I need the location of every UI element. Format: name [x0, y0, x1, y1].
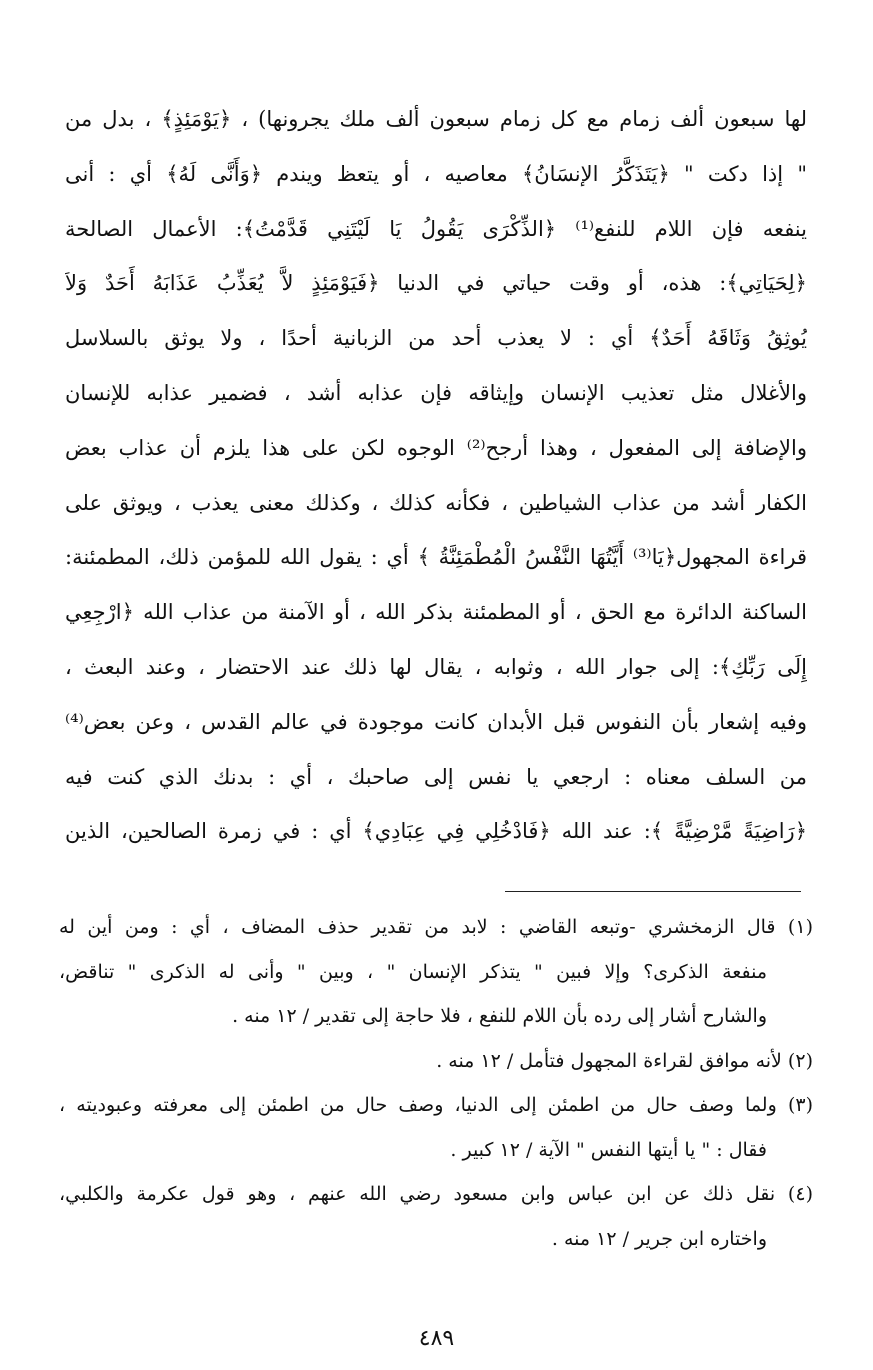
footnote-line: (٤) نقل ذلك عن ابن عباس وابن مسعود رضي الله عنهم ، وهو قول عكرمة والكلبي،: [59, 1183, 813, 1205]
text-line: ينفعه فإن اللام للنفع⁽¹⁾ ﴿الذِّكْرَى يَقُولُ يَا لَيْتَنِي قَدَّمْتُ﴾: الأعمال الصالحة: [65, 216, 807, 241]
text-line: إِلَى رَبِّكِ﴾: إلى جوار الله ، وثوابه ، يقال لها ذلك عند الاحتضار ، وعند البعث ،: [65, 654, 807, 679]
text-line: وفيه إشعار بأن النفوس قبل الأبدان كانت موجودة في عالم القدس ، وعن بعض⁽⁴⁾: [65, 709, 807, 734]
text-line: قراءة المجهول﴿يَا⁽³⁾ أَيَّتُهَا النَّفْسُ الْمُطْمَئِنَّةُ ﴾ أي : يقول الله للمؤمن ذلك، المطمئنة:: [65, 545, 807, 570]
text-line: يُوثِقُ وَثَاقَهُ أَحَدٌ﴾ أي : لا يعذب أحد من الزبانية أحدًا ، ولا يوثق بالسلاسل: [65, 326, 807, 351]
footnote-line: منفعة الذكرى؟ وإلا فبين " يتذكر الإنسان " ، وبين " وأنى له الذكرى " تناقض،: [59, 960, 767, 983]
text-line: والإضافة إلى المفعول ، وهذا أرجح⁽²⁾ الوجوه لكن على هذا يلزم أن عذاب بعض: [65, 435, 807, 460]
text-line: والأغلال مثل تعذيب الإنسان وإيثاقه فإن عذابه أشد ، فضمير عذابه للإنسان: [65, 380, 807, 405]
page-number: ٤٨٩: [418, 1326, 455, 1351]
footnote-line: فقال : " يا أيتها النفس " الآية / ١٢ كبير .: [450, 1138, 767, 1161]
footnote-line: (١) قال الزمخشري -وتبعه القاضي : لابد من تقدير حذف المضاف ، أي : ومن أين له: [59, 916, 813, 938]
text-line: الساكنة الدائرة مع الحق ، أو المطمئنة بذكر الله ، أو الآمنة من عذاب الله ﴿ارْجِعِي: [65, 600, 807, 625]
footnote-2: [59, 1039, 813, 1084]
footnote-line: (٣) ولما وصف حال من اطمئن إلى الدنيا، وصف حال من اطمئن إلى معرفته وعبوديته ،: [59, 1094, 813, 1116]
text-line: " إذا دكت " ﴿يَتَذَكَّرُ الإنسَانُ﴾ معاصيه ، أو يتعظ ويندم ﴿وَأَنَّى لَهُ﴾ أي : أنى: [65, 161, 807, 186]
text-line: ﴿لِحَيَاتِي﴾: هذه، أو وقت حياتي في الدنيا ﴿فَيَوْمَئِذٍ لاَّ يُعَذِّبُ عَذَابَهُ أَحَدٌ وَلاَ: [65, 271, 807, 296]
footnote-4: [59, 1172, 813, 1261]
text-line: ﴿رَاضِيَةً مَّرْضِيَّةً ﴾: عند الله ﴿فَادْخُلِي فِي عِبَادِي﴾ أي : في زمرة الصالحين، الذين: [65, 819, 807, 844]
text-line: من السلف معناه : ارجعي يا نفس إلى صاحبك ، أي : بدنك الذي كنت فيه: [65, 764, 807, 789]
text-line: الكفار أشد من عذاب الشياطين ، فكأنه كذلك ، وكذلك معنى يعذب ، ويوثق على: [65, 490, 807, 515]
footnote-line: واختاره ابن جرير / ١٢ منه .: [551, 1227, 767, 1250]
footnote-line: والشارح أشار إلى رده بأن اللام للنفع ، فلا حاجة إلى تقدير / ١٢ منه .: [232, 1005, 767, 1027]
text-line: لها سبعون ألف زمام مع كل زمام سبعون ألف ملك يجرونها) ، ﴿يَوْمَئِذٍ﴾ ، بدل من: [65, 107, 807, 131]
footnotes-block: [59, 905, 813, 1261]
footnote-3: [59, 1083, 813, 1172]
footnote-1: [59, 905, 813, 1039]
footnote-line: (٢) لأنه موافق لقراءة المجهول فتأمل / ١٢ منه .: [436, 1049, 813, 1072]
footnote-separator: [505, 891, 801, 892]
main-text-block: [65, 92, 807, 859]
